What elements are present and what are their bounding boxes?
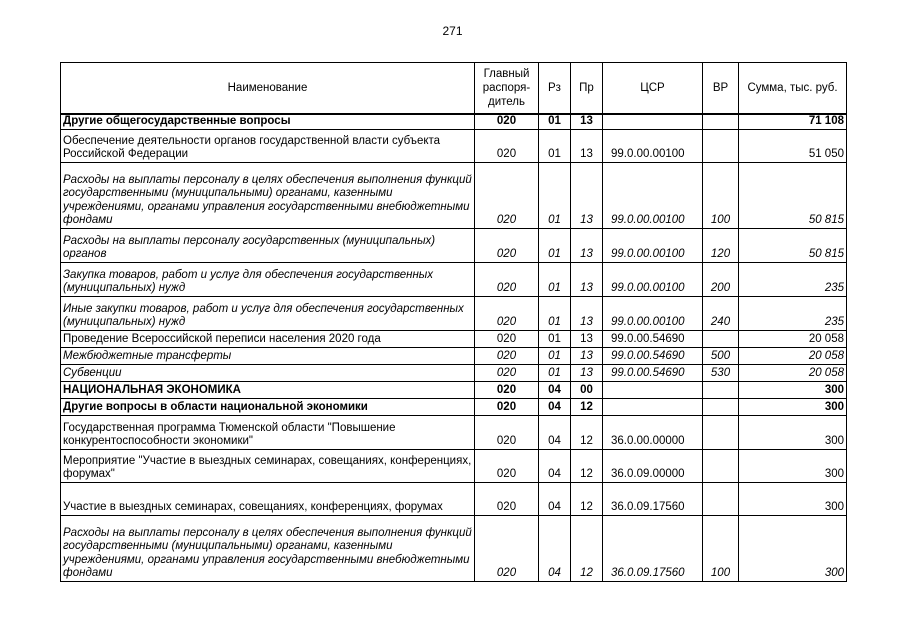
cell-name: Расходы на выплаты персоналу в целях обеспечения выполнения функций государственными (муниципальными) органами, казенными учреждениями, органами управления государственными внебюджетными фондами bbox=[61, 515, 475, 581]
cell-subsection: 12 bbox=[571, 482, 603, 515]
cell-name: Обеспечение деятельности органов государственной власти субъекта Российской Федерации bbox=[61, 129, 475, 162]
cell-name: Субвенции bbox=[61, 364, 475, 381]
cell-name: Государственная программа Тюменской области "Повышение конкурентоспособности экономики" bbox=[61, 415, 475, 449]
cell-sum: 50 815 bbox=[739, 228, 847, 262]
cell-main-manager: 020 bbox=[475, 296, 539, 330]
cell-expense-type bbox=[703, 415, 739, 449]
cell-subsection: 12 bbox=[571, 449, 603, 482]
cell-expense-type bbox=[703, 114, 739, 129]
cell-name: Расходы на выплаты персоналу в целях обеспечения выполнения функций государственными (муниципальными) органами, казенными учреждениями, органами управления государственными внебюджетными фондами bbox=[61, 162, 475, 228]
table-row bbox=[61, 398, 847, 415]
cell-subsection: 13 bbox=[571, 129, 603, 162]
cell-target-article: 99.0.00.00100 bbox=[603, 162, 703, 228]
cell-subsection: 13 bbox=[571, 228, 603, 262]
cell-expense-type: 100 bbox=[703, 515, 739, 581]
cell-section: 04 bbox=[539, 482, 571, 515]
cell-main-manager: 020 bbox=[475, 114, 539, 129]
table-row bbox=[61, 515, 847, 581]
cell-name: Иные закупки товаров, работ и услуг для обеспечения государственных (муниципальных) нужд bbox=[61, 296, 475, 330]
cell-target-article: 99.0.00.00100 bbox=[603, 129, 703, 162]
cell-sum: 20 058 bbox=[739, 347, 847, 364]
table-row bbox=[61, 449, 847, 482]
cell-subsection: 13 bbox=[571, 162, 603, 228]
cell-sum: 235 bbox=[739, 262, 847, 296]
cell-expense-type: 500 bbox=[703, 347, 739, 364]
cell-name: Межбюджетные трансферты bbox=[61, 347, 475, 364]
cell-section: 01 bbox=[539, 262, 571, 296]
cell-name: Закупка товаров, работ и услуг для обеспечения государственных (муниципальных) нужд bbox=[61, 262, 475, 296]
cell-sum: 300 bbox=[739, 515, 847, 581]
table-row bbox=[61, 262, 847, 296]
cell-sum: 71 108 bbox=[739, 114, 847, 129]
cell-section: 04 bbox=[539, 381, 571, 398]
cell-target-article: 99.0.00.54690 bbox=[603, 364, 703, 381]
cell-expense-type: 120 bbox=[703, 228, 739, 262]
cell-subsection: 13 bbox=[571, 114, 603, 129]
cell-name: Участие в выездных семинарах, совещаниях, конференциях, форумах bbox=[61, 482, 475, 515]
cell-section: 01 bbox=[539, 296, 571, 330]
cell-section: 01 bbox=[539, 162, 571, 228]
cell-section: 01 bbox=[539, 228, 571, 262]
cell-subsection: 13 bbox=[571, 364, 603, 381]
cell-main-manager: 020 bbox=[475, 364, 539, 381]
cell-section: 04 bbox=[539, 415, 571, 449]
cell-subsection: 00 bbox=[571, 381, 603, 398]
cell-subsection: 13 bbox=[571, 262, 603, 296]
header-subsection: Пр bbox=[571, 63, 603, 115]
cell-section: 04 bbox=[539, 515, 571, 581]
cell-name: НАЦИОНАЛЬНАЯ ЭКОНОМИКА bbox=[61, 381, 475, 398]
cell-main-manager: 020 bbox=[475, 262, 539, 296]
cell-name: Проведение Всероссийской переписи населения 2020 года bbox=[61, 330, 475, 347]
cell-sum: 20 058 bbox=[739, 364, 847, 381]
cell-section: 04 bbox=[539, 449, 571, 482]
cell-main-manager: 020 bbox=[475, 347, 539, 364]
cell-sum: 51 050 bbox=[739, 129, 847, 162]
header-expense-type: ВР bbox=[703, 63, 739, 115]
table-row bbox=[61, 415, 847, 449]
cell-target-article: 99.0.00.00100 bbox=[603, 228, 703, 262]
header-name: Наименование bbox=[61, 63, 475, 115]
cell-section: 01 bbox=[539, 347, 571, 364]
cell-section: 04 bbox=[539, 398, 571, 415]
cell-subsection: 12 bbox=[571, 398, 603, 415]
cell-expense-type bbox=[703, 330, 739, 347]
table-row bbox=[61, 364, 847, 381]
header-target-article: ЦСР bbox=[603, 63, 703, 115]
cell-target-article bbox=[603, 114, 703, 129]
cell-expense-type bbox=[703, 129, 739, 162]
cell-expense-type bbox=[703, 381, 739, 398]
cell-subsection: 12 bbox=[571, 515, 603, 581]
header-section: Рз bbox=[539, 63, 571, 115]
table-row bbox=[61, 296, 847, 330]
cell-subsection: 12 bbox=[571, 415, 603, 449]
cell-target-article bbox=[603, 398, 703, 415]
cell-main-manager: 020 bbox=[475, 381, 539, 398]
cell-target-article bbox=[603, 381, 703, 398]
cell-section: 01 bbox=[539, 114, 571, 129]
cell-main-manager: 020 bbox=[475, 330, 539, 347]
cell-target-article: 99.0.00.54690 bbox=[603, 347, 703, 364]
cell-main-manager: 020 bbox=[475, 162, 539, 228]
cell-expense-type: 530 bbox=[703, 364, 739, 381]
cell-main-manager: 020 bbox=[475, 415, 539, 449]
cell-subsection: 13 bbox=[571, 296, 603, 330]
cell-main-manager: 020 bbox=[475, 129, 539, 162]
cell-sum: 50 815 bbox=[739, 162, 847, 228]
cell-expense-type: 100 bbox=[703, 162, 739, 228]
cell-expense-type: 200 bbox=[703, 262, 739, 296]
cell-target-article: 99.0.00.54690 bbox=[603, 330, 703, 347]
budget-table bbox=[60, 62, 847, 582]
table-row bbox=[61, 228, 847, 262]
cell-name: Расходы на выплаты персоналу государственных (муниципальных) органов bbox=[61, 228, 475, 262]
cell-expense-type bbox=[703, 398, 739, 415]
cell-main-manager: 020 bbox=[475, 482, 539, 515]
header-sum: Сумма, тыс. руб. bbox=[739, 63, 847, 115]
cell-subsection: 13 bbox=[571, 330, 603, 347]
cell-section: 01 bbox=[539, 364, 571, 381]
table-row bbox=[61, 330, 847, 347]
cell-expense-type bbox=[703, 449, 739, 482]
cell-sum: 20 058 bbox=[739, 330, 847, 347]
cell-target-article: 99.0.00.00100 bbox=[603, 296, 703, 330]
cell-expense-type bbox=[703, 482, 739, 515]
table-row bbox=[61, 381, 847, 398]
cell-sum: 300 bbox=[739, 381, 847, 398]
cell-section: 01 bbox=[539, 129, 571, 162]
cell-main-manager: 020 bbox=[475, 228, 539, 262]
cell-target-article: 36.0.00.00000 bbox=[603, 415, 703, 449]
cell-sum: 300 bbox=[739, 398, 847, 415]
cell-target-article: 99.0.00.00100 bbox=[603, 262, 703, 296]
table-row bbox=[61, 129, 847, 162]
cell-name: Другие общегосударственные вопросы bbox=[61, 114, 475, 129]
table-row bbox=[61, 162, 847, 228]
cell-subsection: 13 bbox=[571, 347, 603, 364]
cell-main-manager: 020 bbox=[475, 398, 539, 415]
cell-main-manager: 020 bbox=[475, 515, 539, 581]
page-number: 271 bbox=[442, 24, 463, 38]
header-main-manager: Главный распоря- дитель bbox=[475, 63, 539, 115]
cell-target-article: 36.0.09.00000 bbox=[603, 449, 703, 482]
cell-main-manager: 020 bbox=[475, 449, 539, 482]
cell-section: 01 bbox=[539, 330, 571, 347]
cell-sum: 300 bbox=[739, 449, 847, 482]
table-row bbox=[61, 347, 847, 364]
cell-sum: 300 bbox=[739, 415, 847, 449]
cell-target-article: 36.0.09.17560 bbox=[603, 515, 703, 581]
table-row bbox=[61, 482, 847, 515]
cell-sum: 235 bbox=[739, 296, 847, 330]
cell-target-article: 36.0.09.17560 bbox=[603, 482, 703, 515]
table-row bbox=[61, 114, 847, 129]
cell-expense-type: 240 bbox=[703, 296, 739, 330]
header-row bbox=[61, 63, 847, 115]
cell-sum: 300 bbox=[739, 482, 847, 515]
cell-name: Другие вопросы в области национальной экономики bbox=[61, 398, 475, 415]
cell-name: Мероприятие "Участие в выездных семинарах, совещаниях, конференциях, форумах" bbox=[61, 449, 475, 482]
